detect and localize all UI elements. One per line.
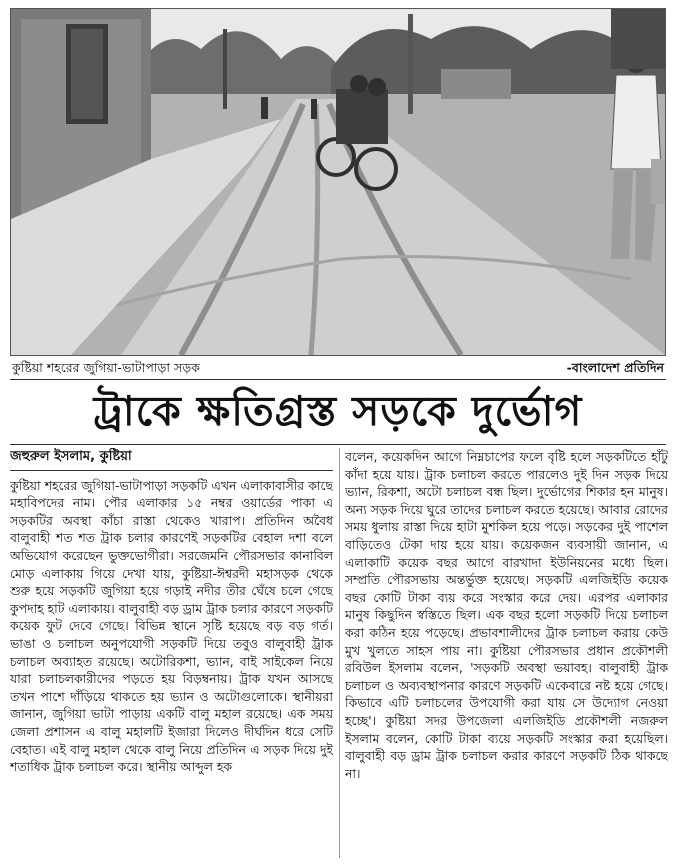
column-divider (339, 448, 340, 858)
article-column-left (10, 448, 333, 858)
road-photo-illustration (11, 9, 665, 355)
headline: ট্রাকে ক্ষতিগ্রস্ত সড়কে দুর্ভোগ (93, 387, 583, 435)
photo-caption: কুষ্টিয়া শহরের জুগিয়া-ভাটাপাড়া সড়ক (12, 360, 200, 375)
headline-rule (10, 444, 666, 445)
photo-caption-row (10, 359, 664, 377)
byline: জহুরুল ইসলাম, কুষ্টিয়া (10, 448, 333, 471)
photo-credit: -বাংলাদেশ প্রতিদিন (566, 360, 664, 375)
article-body-left: কুষ্টিয়া শহরের জুগিয়া-ভাটাপাড়া সড়কটি এখন এলাকাবাসীর কাছে মহাবিপদের নাম। পৌর এলাকার ১৫ নম্বর ওয়ার্ডের পাকা এ সড়কটির অবস্থা কাঁচা রাস্তা থেকেও খারাপ। প্রতিদিন অবৈধ বালুবাহী শত শত ট্রাক চলার কারণেই সড়কটির বেহাল দশা বলে অভিযোগ করেছেন ভুক্তভোগীরা। সরজেমনি পৌরসভার কানাবিল মোড় এলাকায় গিয়ে দেখা যায়, কুষ্টিয়া-ঈশ্বরদী মহাসড়ক থেকে শুরু হয়ে সড়কটি জুগিয়া হয়ে গড়াই নদীর তীর ঘেঁষে চলে গেছে কুপদাহ হাট এলাকায়। বালুবাহী বড় ড্রাম ট্রাক চলার কারণে সড়কটি কয়েক ফুট দেবে গেছে। বিভিন্ন স্থানে সৃষ্টি হয়েছে বড় বড় গর্ত। ভাঙা ও চলাচল অনুপযোগী সড়কটি দিয়ে তবুও বালুবাহী ট্রাক চলাচল অব্যাহত রয়েছে। অটোরিকশা, ভ্যান, বাই সাইকেল নিয়ে যারা চলাচলকারীদের পড়তে হয় বিড়ম্বনায়। ট্রাক যখন আসছে তখন পাশে দাঁড়িয়ে থাকতে হয় ভ্যান ও অটোগুলোকে। স্থানীয়রা জানান, জুগিয়া ভাটা পাড়ায় একটি বালু মহাল রয়েছে। এক সময় জেলা প্রশাসন এ বালু মহালটি ইজারা দিলেও দীর্ঘদিন ধরে সেটি বেহাত। এই বালু মহাল থেকে বালু নিয়ে প্রতিদিন এ সড়ক দিয়ে দুই শতাধিক ট্রাক চলাচল করে। স্থানীয় আব্দুল হক (10, 477, 333, 775)
road-photo (10, 8, 666, 356)
caption-rule (10, 379, 666, 380)
article-body-right: বলেন, কয়েকদিন আগে নিম্নচাপের ফলে বৃষ্টি হলে সড়কটিতে হাঁটু কাঁদা হয়ে যায়। ট্রাক চলাচল করতে পারলেও দুই দিন সড়ক দিয়ে ভ্যান, রিকশা, অটো চলাচল বন্ধ ছিল। দুর্ভোগের শিকার হন মানুষ। অন্য সড়ক দিয়ে ঘুরে তাদের চলাচল করতে হয়েছে। আবার রোদের সময় ধুলায় রাস্তা দিয়ে হাটা মুশকিল হয়ে পড়ে। সড়কের দুই পাশেল বাড়িতেও টেকা দায় হয়ে যায়। কয়েকজন ব্যবসায়ী জানান, এ এলাকাটি কয়েক বছর আগে বারখাদা ইউনিয়নের মধ্যে ছিল। সম্প্রতি পৌরসভায় অন্তর্ভুক্ত হয়েছে। সড়কটি এলজিইডি কয়েক বছর কোটি টাকা ব্যয় করে সংস্কার করে দেয়। এরপর এলাকার মানুষ কিছুদিন স্বস্তিতে ছিল। এক বছর হলো সড়কটি দিয়ে চলাচল করা কঠিন হয়ে পড়েছে। প্রভাবশালীদের ট্রাক চলাচল করায় কেউ মুখ খুলতে সাহস পায় না। কুষ্টিয়া পৌরসভার প্রধান প্রকৌশলী রবিউল ইসলাম বলেন, 'সড়কটি অবস্থা ভয়াবহ। বালুবাহী ট্রাক চলাচল ও অব্যবস্থাপনার কারণে সড়কটি একেবারে নষ্ট হয়ে গেছে। কিভাবে এটি চলাচলের উপযোগী করা যায় সে উদ্যোগ নেওয়া হচ্ছে'। কুষ্টিয়া সদর উপজেলা এলজিইডি প্রকৌশলী নজরুল ইসলাম বলেন, কোটি টাকা ব্যয়ে সড়কটি সংস্কার করা হয়েছিল। বালুবাহী বড় ড্রাম ট্রাক চলাচল করার কারণে সড়কটি ঠিক থাকছে না। (345, 449, 668, 781)
article-column-right (345, 448, 668, 858)
